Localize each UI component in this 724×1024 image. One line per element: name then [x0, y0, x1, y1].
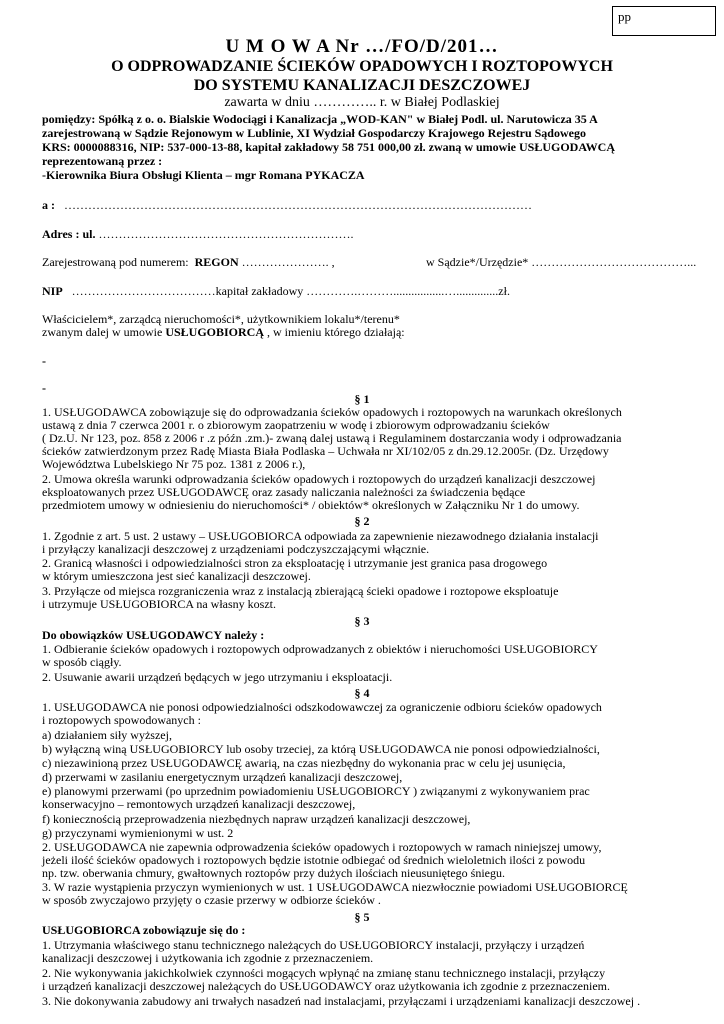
- section-1-line: ustawą z dnia 7 czerwca 2001 r. o zbiorowym zaopatrzeniu w wodę i zbiorowym odprowadzaniu ścieków: [42, 418, 550, 432]
- section-2-heading: § 2: [354, 514, 370, 528]
- owner-line-2a: zwanym dalej w umowie: [42, 325, 163, 339]
- representative-dash-1: -: [42, 354, 46, 368]
- parties-line: zarejestrowaną w Sądzie Rejonowym w Lublinie, XI Wydział Gospodarczy Krajowego Rejestru Sądowego: [42, 126, 586, 140]
- section-5-line: 1. Utrzymania właściwego stanu technicznego należących do USŁUGOBIORCY instalacji, przyłączy i urządzeń: [42, 938, 585, 952]
- section-1-line: 2. Umowa określa warunki odprowadzania ścieków opadowych i roztopowych do urządzeń kanalizacji deszczowej: [42, 472, 596, 486]
- contract-subtitle-1: O ODPROWADZANIE ŚCIEKÓW OPADOWYCH I ROZTOPOWYCH: [111, 58, 613, 75]
- section-4-line: 1. USŁUGODAWCA nie ponosi odpowiedzialności odszkodowawczej za ograniczenie odbioru ścieków opadowych: [42, 700, 602, 714]
- section-3-line: w sposób ciągły.: [42, 655, 122, 669]
- field-adres-label: Adres : ul.: [42, 227, 96, 241]
- section-4-line: a) działaniem siły wyższej,: [42, 728, 172, 742]
- field-nip: [42, 285, 510, 298]
- section-1-line: przedmiotem umowy w odniesieniu do nieruchomości* / obiektów* określonych w Załączniku Nr 1 do umowy.: [42, 498, 580, 512]
- section-3-heading: § 3: [354, 614, 370, 628]
- section-2-line: 3. Przyłącze od miejsca rozgraniczenia wraz z instalacją zbierającą ścieki opadowe i roztopowe eksploatuje: [42, 584, 559, 598]
- section-4-line: b) wyłączną winą USŁUGOBIORCY lub osoby trzeciej, za którą USŁUGODAWCA nie ponosi odpowiedzialności,: [42, 742, 600, 756]
- field-nip-label: NIP: [42, 284, 63, 298]
- field-regon-prefix: Zarejestrowaną pod numerem:: [42, 255, 189, 269]
- section-4-line: np. tzw. oberwania chmury, gwałtownych roztopów przy dużych ilościach nieusuniętego śniegu.: [42, 866, 505, 880]
- section-1-line: Województwa Lubelskiego Nr 75 poz. 1381 z 2006 r.),: [42, 457, 306, 471]
- owner-line-2c: , w imieniu którego działają:: [267, 325, 405, 339]
- section-5-heading: § 5: [354, 910, 370, 924]
- section-2-line: 2. Granicą własności i odpowiedzialności stron za eksploatację i utrzymanie jest granica pasa drogowego: [42, 556, 548, 570]
- section-4-line: 2. USŁUGODAWCA nie zapewnia odprowadzenia ścieków opadowych i roztopowych w ramach niniejszej umowy,: [42, 840, 602, 854]
- parties-line: reprezentowaną przez :: [42, 154, 163, 168]
- section-2-line: i utrzymuje USŁUGOBIORCA na własny koszt.: [42, 597, 276, 611]
- section-1-heading: § 1: [354, 392, 370, 406]
- corner-label-box: [612, 6, 716, 36]
- contract-subtitle-2: DO SYSTEMU KANALIZACJI DESZCZOWEJ: [193, 77, 531, 94]
- section-5-line: i urządzeń kanalizacji deszczowej należących do USŁUGODAWCY oraz użytkowania ich zgodnie z przeznaczeniem.: [42, 979, 610, 993]
- section-4-line: konserwacyjno – remontowych urządzeń kanalizacji deszczowej,: [42, 797, 356, 811]
- owner-service-recipient: USŁUGOBIORCĄ: [165, 325, 264, 339]
- field-nip-dots: ………………………………kapitał zakładowy ………….……….................…..............zł.: [71, 284, 510, 298]
- parties-line: KRS: 0000088316, NIP: 537-000-13-88, kapitał zakładowy 58 751 000,00 zł. zwaną w umowie USŁUGODAWCĄ: [42, 140, 616, 154]
- section-5-line: 2. Nie wykonywania jakichkolwiek czynności mogących wpłynąć na zmianę stanu technicznego instalacji, przyłączy: [42, 966, 606, 980]
- section-3-line: 2. Usuwanie awarii urządzeń będących w jego utrzymaniu i eksploatacji.: [42, 670, 393, 684]
- section-5-subheading: USŁUGOBIORCA zobowiązuje się do :: [42, 923, 246, 937]
- section-4-line: g) przyczynami wymienionymi w ust. 2: [42, 826, 234, 840]
- section-4-line: e) planowymi przerwami (po uprzednim powiadomieniu USŁUGOBIORCY ) związanymi z wykonywaniem prac: [42, 784, 590, 798]
- parties-line: pomiędzy: Spółką z o. o. Bialskie Wodociągi i Kanalizacja „WOD-KAN" w Białej Podl. ul. Narutowicza 35 A: [42, 112, 598, 126]
- parties-line: -Kierownika Biura Obsługi Klienta – mgr Romana PYKACZA: [42, 168, 365, 182]
- section-2-line: 1. Zgodnie z art. 5 ust. 2 ustawy – USŁUGOBIORCA odpowiada za zapewnienie niezawodnego działania instalacji: [42, 529, 599, 543]
- contract-title: U M O W A Nr …/FO/D/201…: [225, 36, 499, 57]
- section-1-line: ( Dz.U. Nr 123, poz. 858 z 2006 r .z późn .zm.)- zwaną dalej ustawą i Regulaminem dostarczania wody i odprowadzania: [42, 431, 622, 445]
- date-line: zawarta w dniu ………….. r. w Białej Podlaskiej: [224, 95, 500, 110]
- field-a-dots: ………………………………………………………………………………………………………: [64, 198, 532, 212]
- field-adres-dots: ……………………………………………………….: [98, 227, 354, 241]
- field-adres: [42, 228, 353, 241]
- section-4-heading: § 4: [354, 686, 370, 700]
- representative-dash-2: -: [42, 381, 46, 395]
- section-3-subheading: Do obowiązków USŁUGODAWCY należy :: [42, 628, 265, 642]
- corner-label: pp: [618, 9, 631, 24]
- section-4-line: d) przerwami w zasilaniu energetycznym urządzeń kanalizacji deszczowej,: [42, 770, 403, 784]
- section-5-line: 3. Nie dokonywania zabudowy ani trwałych nasadzeń nad instalacjami, przyłączami i urządzeniami kanalizacji deszczowej .: [42, 994, 641, 1008]
- field-regon-label: REGON: [194, 255, 239, 269]
- section-4-line: w sposób zwyczajowo przyjęty o czasie przerwy w odbiorze ścieków .: [42, 893, 381, 907]
- field-regon: [42, 256, 335, 269]
- section-4-line: f) koniecznością przeprowadzenia niezbędnych napraw urządzeń kanalizacji deszczowej,: [42, 812, 471, 826]
- field-a: [42, 199, 532, 212]
- field-sad: w Sądzie*/Urzędzie* …………………………………...: [426, 255, 697, 269]
- section-4-line: i roztopowych spowodowanych :: [42, 713, 201, 727]
- section-2-line: i przyłączy kanalizacji deszczowej z urządzeniami podczyszczającymi włącznie.: [42, 542, 430, 556]
- section-4-line: c) niezawinioną przez USŁUGODAWCĘ awarią, na czas niezbędny do wykonania prac w celu jej usunięcia,: [42, 756, 566, 770]
- field-a-label: a :: [42, 198, 55, 212]
- section-4-line: 3. W razie wystąpienia przyczyn wymienionych w ust. 1 USŁUGODAWCA niezwłocznie powiadomi USŁUGOBIORCĘ: [42, 880, 628, 894]
- field-regon-dots: …………………. ,: [241, 255, 335, 269]
- owner-line-2: [42, 326, 405, 339]
- section-2-line: w którym umieszczona jest sieć kanalizacji deszczowej.: [42, 569, 311, 583]
- section-1-line: ścieków zatwierdzonym przez Radę Miasta Biała Podlaska – Uchwała nr XI/102/05 z dn.29.12.2005r. (Dz. Urzędowy: [42, 444, 609, 458]
- section-1-line: 1. USŁUGODAWCA zobowiązuje się do odprowadzania ścieków opadowych i roztopowych na warunkach określonych: [42, 405, 622, 419]
- section-5-line: kanalizacji deszczowej i użytkowania ich zgodnie z przeznaczeniem.: [42, 951, 374, 965]
- owner-line-1: Właścicielem*, zarządcą nieruchomości*, użytkownikiem lokalu*/terenu*: [42, 312, 400, 326]
- section-1-line: eksploatowanych przez USŁUGODAWCĘ oraz zasady naliczania należności za świadczenia będące: [42, 485, 526, 499]
- section-4-line: jeżeli ilość ścieków opadowych i roztopowych będzie istotnie odbiegać od średnich wieloletnich ilości z powodu: [42, 853, 586, 867]
- section-3-line: 1. Odbieranie ścieków opadowych i roztopowych odprowadzanych z obiektów i nieruchomości USŁUGOBIORCY: [42, 642, 598, 656]
